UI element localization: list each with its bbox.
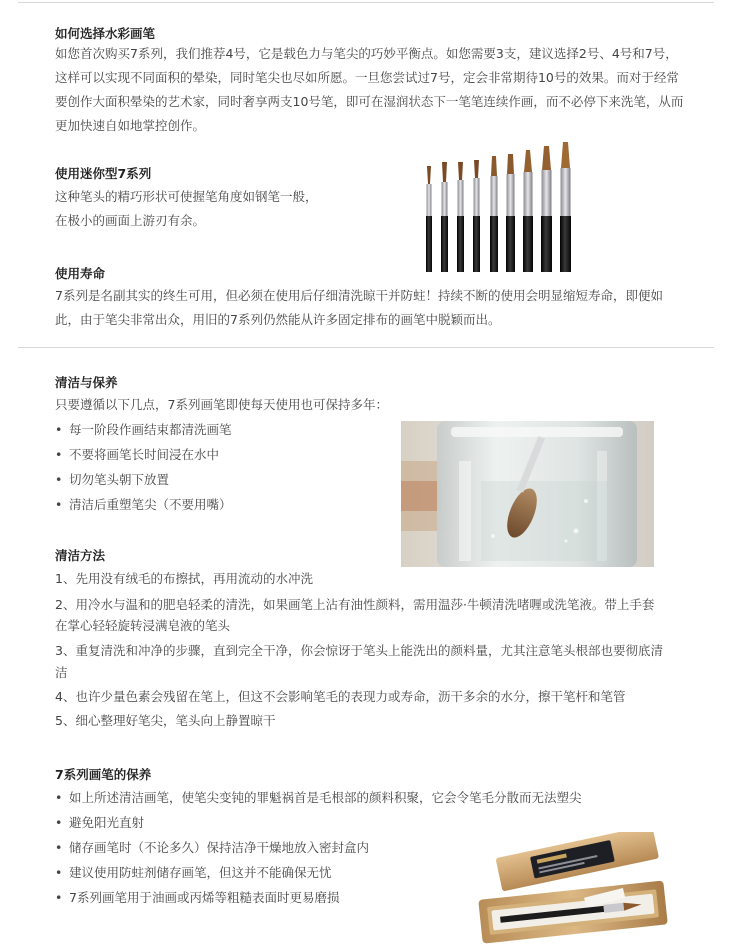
mini-line: 这种笔头的精巧形状可使握笔角度如钢笔一般， (55, 189, 318, 204)
method-line: 5、细心整理好笔尖，笔头向上静置晾干 (55, 713, 276, 728)
mini-line: 在极小的画面上游刃有余。 (55, 213, 206, 228)
method-line: 3、重复清洗和冲净的步骤，直到完全干净，你会惊讶于笔头上能洗出的颜料量，尤其注意笔头根部也要彻底清 (55, 643, 663, 658)
care-bullet (55, 495, 232, 515)
bullet-dot: • (55, 472, 63, 487)
section-divider (18, 347, 714, 348)
keep-bullet (55, 838, 369, 858)
keep-bullet-text: 7系列画笔用于油画或丙烯等粗糙表面时更易磨损 (69, 890, 340, 905)
para-choose: 如您首次购买7系列，我们推荐4号，它是载色力与笔尖的巧妙平衡点。如您需要3支，建议选择2号、4号和7号，这样可以实现不同面积的晕染，同时笔尖也尽如所愿。一旦您尝试过7号，定会非常期待10号的效果。而对于经常要创作大面积晕染的艺术家，同时奢享两支10号笔，即可在湿润状态下一笔笔连续作画，而不必停下来洗笔，从而更加快速自如地掌控创作。 (55, 46, 684, 133)
bullet-dot: • (55, 790, 63, 805)
heading-choose: 如何选择水彩画笔 (55, 26, 156, 41)
keep-bullet (55, 788, 582, 808)
jar-image (401, 421, 654, 567)
bullet-dot: • (55, 815, 63, 830)
method-line: 4、也许少量色素会残留在笔上，但这不会影响笔毛的表现力或寿命，沥干多余的水分，擦干笔杆和笔管 (55, 689, 626, 704)
method-line: 2、用冷水与温和的肥皂轻柔的清洗，如果画笔上沾有油性颜料，需用温莎·牛顿清洗啫喱或洗笔液。带上手套 (55, 597, 655, 612)
care-bullet-text: 切勿笔头朝下放置 (69, 472, 170, 487)
bullet-dot: • (55, 422, 63, 437)
care-bullet (55, 470, 169, 490)
care-intro: 只要遵循以下几点，7系列画笔即使每天使用也可保持多年： (55, 397, 388, 412)
keep-bullet (55, 813, 144, 833)
heading-mini: 使用迷你型7系列 (55, 166, 152, 181)
brushes-illustration (420, 140, 580, 272)
bullet-dot: • (55, 890, 63, 905)
care-bullet-text: 清洁后重塑笔尖（不要用嘴） (69, 497, 232, 512)
heading-method: 清洁方法 (55, 548, 106, 563)
heading-keep: 7系列画笔的保养 (55, 767, 152, 782)
keep-bullet-text: 如上所述清洁画笔，使笔尖变钝的罪魁祸首是毛根部的颜料积聚，它会令笔毛分散而无法塑尖 (69, 790, 582, 805)
box-image (476, 832, 672, 944)
keep-bullet (55, 888, 339, 908)
box-illustration (476, 832, 672, 944)
method-line: 洁 (55, 665, 68, 680)
bullet-dot: • (55, 447, 63, 462)
care-bullet-text: 每一阶段作画结束都清洗画笔 (69, 422, 232, 437)
heading-life: 使用寿命 (55, 266, 106, 281)
jar-illustration (401, 421, 654, 567)
keep-bullet-text: 避免阳光直射 (69, 815, 145, 830)
bullet-dot: • (55, 865, 63, 880)
care-bullet (55, 420, 232, 440)
heading-care: 清洁与保养 (55, 375, 118, 390)
top-divider (18, 2, 714, 3)
brushes-image (420, 140, 580, 272)
keep-bullet-text: 储存画笔时（不论多久）保持洁净干燥地放入密封盒内 (69, 840, 370, 855)
method-line: 在掌心轻轻旋转浸满皂液的笔头 (55, 618, 231, 633)
keep-bullet (55, 863, 332, 883)
care-bullet-text: 不要将画笔长时间浸在水中 (69, 447, 220, 462)
para-life: 7系列是名副其实的终生可用，但必须在使用后仔细清洗晾干并防蛀！持续不断的使用会明显缩短寿命，即便如此，由于笔尖非常出众，用旧的7系列仍然能从许多固定排布的画笔中脱颖而出。 (55, 288, 663, 327)
bullet-dot: • (55, 497, 63, 512)
keep-bullet-text: 建议使用防蛀剂储存画笔，但这并不能确保无忧 (69, 865, 332, 880)
method-line: 1、先用没有绒毛的布擦拭，再用流动的水冲洗 (55, 571, 313, 586)
bullet-dot: • (55, 840, 63, 855)
care-bullet (55, 445, 219, 465)
